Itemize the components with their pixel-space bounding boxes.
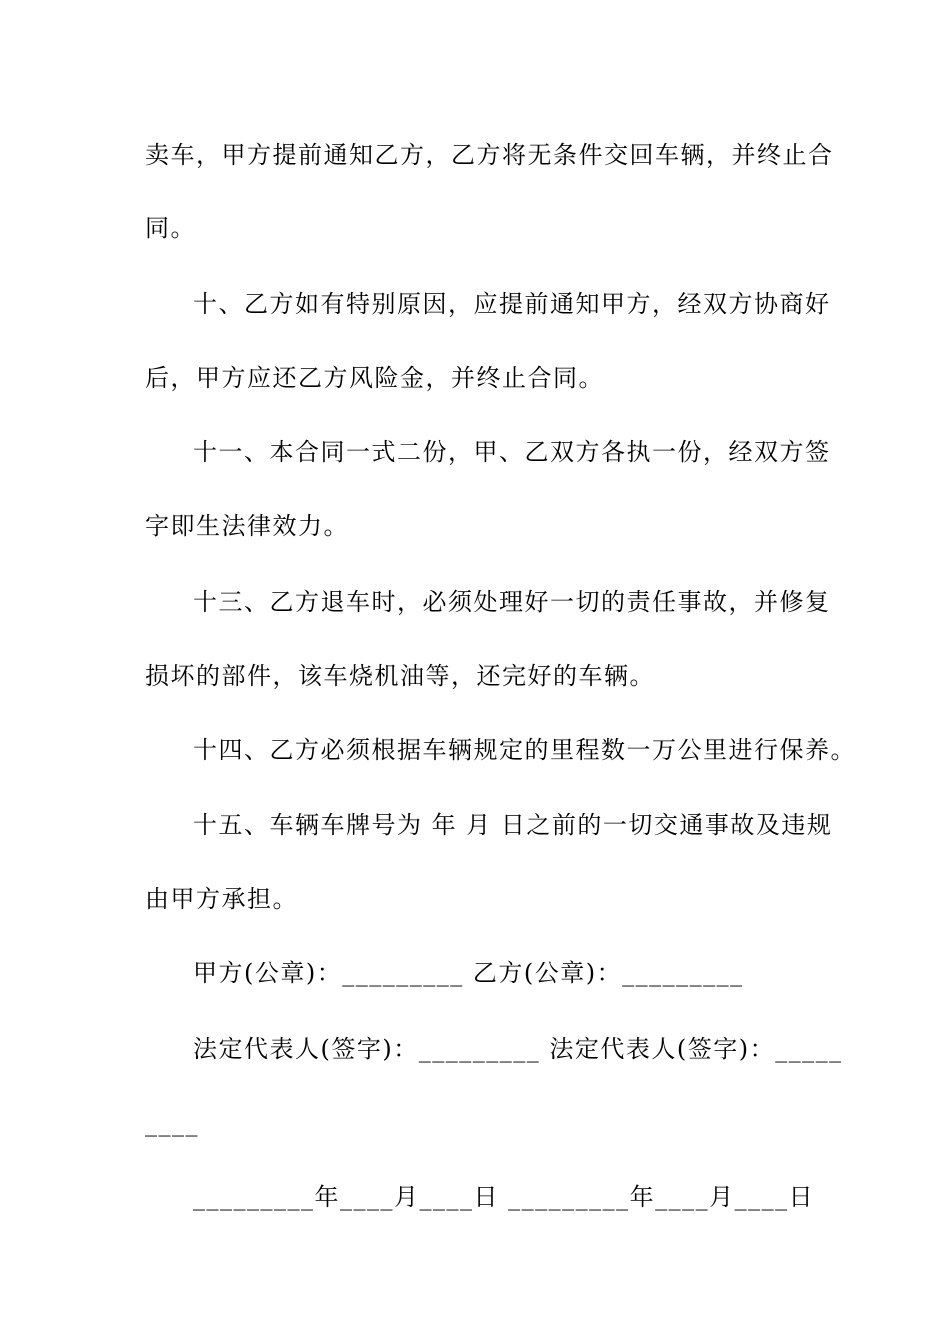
clause-fifteen-line-2: 由甲方承担。 xyxy=(145,885,298,913)
legal-representative-line: 法定代表人(签字)：_________ 法定代表人(签字)：_____ xyxy=(193,1035,843,1063)
signature-continuation-line: ____ xyxy=(145,1109,199,1137)
paragraph-line-2: 同。 xyxy=(145,214,196,242)
clause-ten-line-1: 十、乙方如有特别原因，应提前通知甲方，经双方协商好 xyxy=(193,290,831,318)
party-seal-line: 甲方(公章)：_________ 乙方(公章)：_________ xyxy=(193,959,744,987)
paragraph-line-1: 卖车，甲方提前通知乙方，乙方将无条件交回车辆，并终止合 xyxy=(145,141,834,169)
clause-eleven-line-2: 字即生法律效力。 xyxy=(145,512,349,540)
clause-ten-line-2: 后，甲方应还乙方风险金，并终止合同。 xyxy=(145,364,604,392)
clause-fourteen-line: 十四、乙方必须根据车辆规定的里程数一万公里进行保养。 xyxy=(193,736,856,764)
clause-thirteen-line-2: 损坏的部件，该车烧机油等，还完好的车辆。 xyxy=(145,662,655,690)
clause-thirteen-line-1: 十三、乙方退车时，必须处理好一切的责任事故，并修复 xyxy=(193,588,831,616)
date-line: _________年____月____日 _________年____月____日 xyxy=(193,1183,815,1211)
clause-fifteen-line-1: 十五、车辆车牌号为 年 月 日之前的一切交通事故及违规 xyxy=(193,811,833,839)
clause-eleven-line-1: 十一、本合同一式二份，甲、乙双方各执一份，经双方签 xyxy=(193,438,831,466)
